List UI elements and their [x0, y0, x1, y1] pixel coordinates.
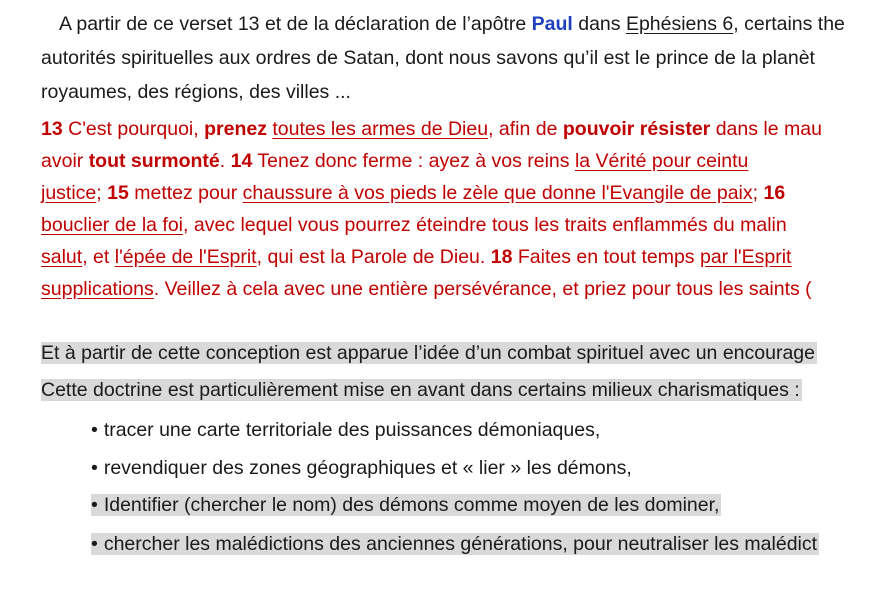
bullet-item [91, 416, 600, 444]
verse-number: 18 [490, 246, 513, 268]
intro-text: , certains the [733, 13, 845, 35]
highlighted-text: Cette doctrine est particulièrement mise en avant dans certains milieux charismatiques : [41, 379, 800, 401]
bullet-icon: • [91, 419, 98, 441]
verse-line-4 [41, 211, 787, 239]
verse-link[interactable]: la Vérité pour ceintu [574, 150, 749, 172]
verse-link[interactable]: justice [41, 182, 97, 204]
verse-line-3 [41, 179, 785, 207]
conception-line-2 [41, 376, 802, 404]
verse-text: ; [752, 182, 764, 204]
verse-link[interactable]: salut [41, 246, 83, 268]
verse-line-5 [41, 243, 791, 271]
bullet-text: chercher les malédictions des anciennes générations, pour neutraliser les malédict [103, 533, 818, 555]
bullet-item [91, 530, 819, 558]
verse-text: . Veillez à cela avec une entière persévérance, et priez pour tous les saints ( [153, 278, 812, 300]
verse-number: 13 [41, 118, 63, 140]
intro-line-1 [59, 10, 845, 38]
verse-text: . [219, 150, 231, 172]
bullet-item [91, 491, 721, 519]
verse-link[interactable]: chaussure à vos pieds le zèle que donne l'Evangile de paix [242, 182, 753, 204]
bullet-text: revendiquer des zones géographiques et « lier » les démons, [103, 457, 632, 479]
intro-line-2: autorités spirituelles aux ordres de Satan, dont nous savons qu’il est le prince de la planèt [41, 47, 815, 69]
verse-text: ; [96, 182, 108, 204]
conception-line-1 [41, 339, 817, 367]
verse-link[interactable]: par l'Esprit [699, 246, 792, 268]
verse-text: , et [82, 246, 115, 268]
ephesians-6-link[interactable]: Ephésiens 6 [625, 13, 734, 35]
verse-text: C'est pourquoi, [62, 118, 205, 140]
bullet-icon: • [91, 494, 98, 516]
verse-line-1 [41, 115, 822, 143]
verse-text: , avec lequel vous pourrez éteindre tous les traits enflammés du malin [183, 214, 787, 236]
verse-text: , afin de [488, 118, 563, 140]
verse-number: 16 [763, 182, 786, 204]
verse-text: Faites en tout temps [512, 246, 700, 268]
verse-text: avoir [41, 150, 89, 172]
intro-line-3: royaumes, des régions, des villes ... [41, 81, 351, 103]
paul-name: Paul [531, 13, 573, 35]
verse-link[interactable]: bouclier de la foi [41, 214, 184, 236]
bullet-text: tracer une carte territoriale des puissances démoniaques, [103, 419, 601, 441]
verse-number: 15 [107, 182, 129, 204]
verse-text: , qui est la Parole de Dieu. [256, 246, 491, 268]
verse-text: mettez pour [128, 182, 243, 204]
verse-text: Tenez donc ferme : ayez à vos reins [252, 150, 575, 172]
verse-bold-text: prenez [204, 118, 267, 140]
verse-number: 14 [230, 150, 253, 172]
bullet-item [91, 454, 632, 482]
verse-link[interactable]: toutes les armes de Dieu [272, 118, 489, 140]
verse-line-6 [41, 275, 812, 303]
intro-text: A partir de ce verset 13 et de la déclaration de l’apôtre [59, 13, 532, 35]
verse-bold-text: pouvoir résister [562, 118, 711, 140]
verse-text: dans le mau [710, 118, 822, 140]
intro-text: dans [572, 13, 626, 35]
bullet-icon: • [91, 533, 98, 555]
bullet-text: Identifier (chercher le nom) des démons comme moyen de les dominer, [103, 494, 720, 516]
verse-link[interactable]: l'épée de l'Esprit [114, 246, 257, 268]
highlighted-text: Et à partir de cette conception est apparue l’idée d’un combat spirituel avec un encourage [41, 342, 815, 364]
bullet-icon: • [91, 457, 98, 479]
verse-bold-text: tout surmonté [88, 150, 220, 172]
verse-link[interactable]: supplications [41, 278, 154, 300]
verse-line-2 [41, 147, 748, 175]
